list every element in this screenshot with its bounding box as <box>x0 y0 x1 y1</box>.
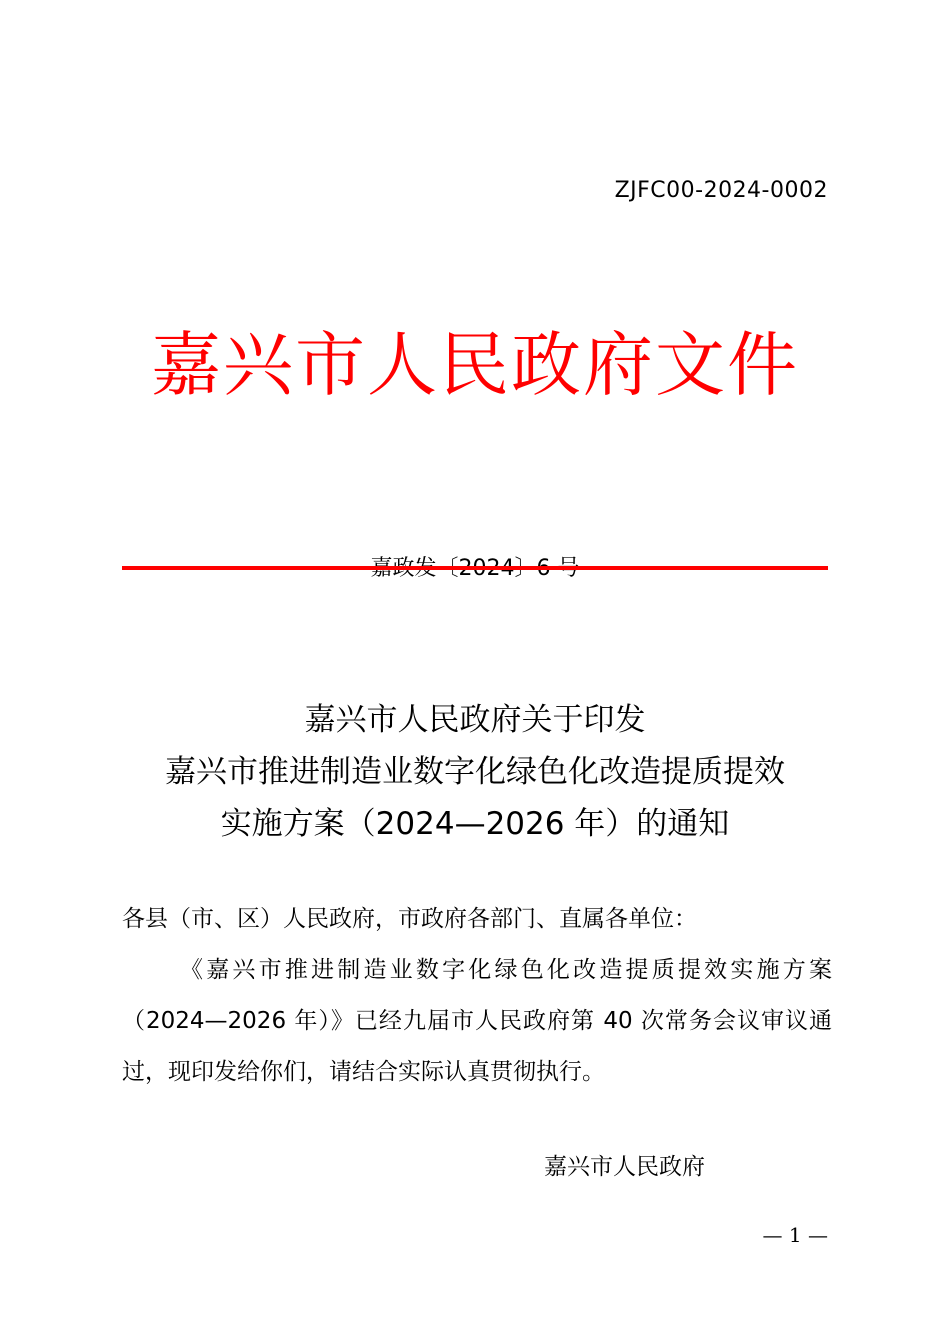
red-divider-line <box>122 566 828 570</box>
salutation: 各县（市、区）人民政府，市政府各部门、直属各单位： <box>122 906 697 932</box>
issuer-signature: 嘉兴市人民政府 <box>544 1154 705 1180</box>
notice-title-line-3: 实施方案（2024—2026 年）的通知 <box>220 806 730 842</box>
document-code: ZJFC00-2024-0002 <box>614 178 828 203</box>
body-paragraph: 《嘉兴市推进制造业数字化绿色化改造提质提效实施方案（2024—2026 年）》已经九届市人民政府第 40 次常务会议审议通过，现印发给你们，请结合实际认真贯彻执行。 <box>122 957 832 1085</box>
page-number: — 1 — <box>762 1223 828 1247</box>
notice-title-line-2: 嘉兴市推进制造业数字化绿色化改造提质提效 <box>165 754 785 790</box>
document-header-title: 嘉兴市人民政府文件 <box>151 324 799 406</box>
notice-title <box>0 694 950 850</box>
notice-title-line-1: 嘉兴市人民政府关于印发 <box>304 702 646 738</box>
